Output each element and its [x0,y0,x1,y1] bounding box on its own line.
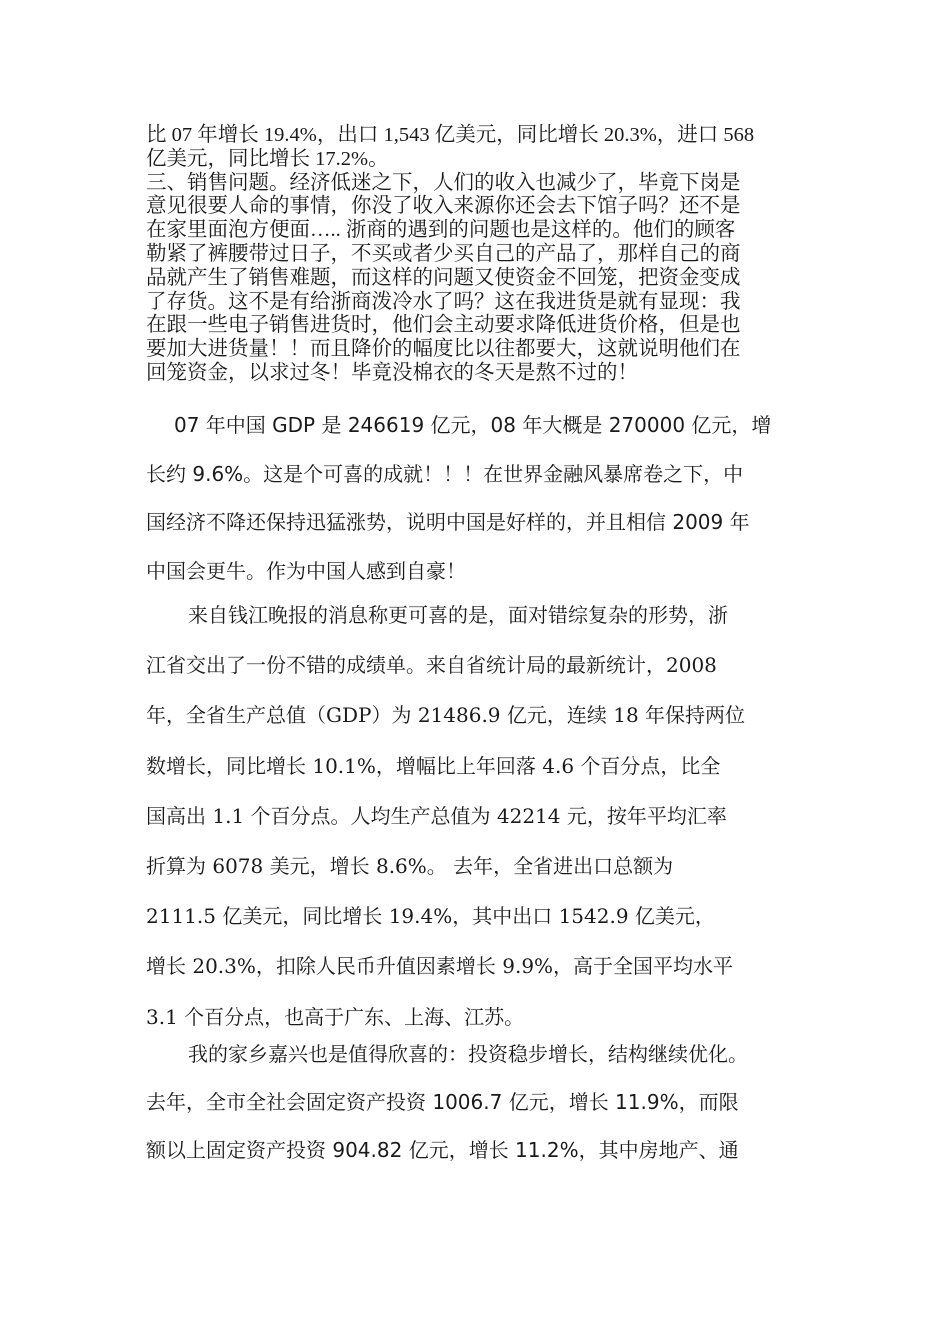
paragraph-sales-problem [146,124,808,386]
text-line: 意见很要人命的事情，你没了收入来源你还会去下馆子吗？还不是 [146,195,741,218]
text-line: 回笼资金，以求过冬！毕竟没棉衣的冬天是熬不过的！ [146,361,638,384]
text-line: 国经济不降还保持迅猛涨势，说明中国是好样的，并且相信 2009 年 [146,510,750,534]
text-line: 增长 20.3%，扣除人民币升值因素增长 9.9%，高于全国平均水平 [146,954,734,979]
paragraph-jiaxing [146,1030,808,1174]
text-line: 年，全省生产总值（GDP）为 21486.9 亿元，连续 18 年保持两位 [146,703,746,728]
text-line: 了存货。这不是有给浙商泼冷水了吗？这在我进货是就有显现：我 [146,290,741,313]
paragraph-zhejiang-stats [146,590,808,1042]
text-line: 中国会更牛。作为中国人感到自豪！ [146,558,466,583]
text-line: 在跟一些电子销售进货时，他们会主动要求降低进货价格，但是也 [146,314,741,337]
text-line: 亿美元，同比增长 17.2%。 [146,147,389,170]
text-line: 三、销售问题。经济低迷之下，人们的收入也减少了，毕竟下岗是 [146,171,741,194]
text-line: 在家里面泡方便面….. 浙商的遇到的问题也是这样的。他们的顾客 [146,219,736,242]
text-line: 2111.5 亿美元，同比增长 19.4%，其中出口 1542.9 亿美元， [146,904,715,929]
text-line: 折算为 6078 美元，增长 8.6%。 去年，全省进出口总额为 [146,854,674,879]
text-line: 品就产生了销售难题，而这样的问题又使资金不回笼，把资金变成 [146,266,741,289]
text-line: 长约 9.6%。这是个可喜的成就！！！在世界金融风暴席卷之下，中 [146,461,744,486]
text-line: 数增长，同比增长 10.1%，增幅比上年回落 4.6 个百分点，比全 [146,753,721,778]
paragraph-china-gdp [146,401,808,595]
text-line: 去年，全市全社会固定资产投资 1006.7 亿元，增长 11.9%，而限 [146,1090,739,1114]
text-line: 要加大进货量！！而且降价的幅度比以往都要大，这就说明他们在 [146,338,741,361]
text-line: 来自钱江晚报的消息称更可喜的是，面对错综复杂的形势，浙 [188,603,728,627]
text-line: 国高出 1.1 个百分点。人均生产总值为 42214 元，按年平均汇率 [146,803,727,828]
document-page [146,0,808,1344]
text-line: 3.1 个百分点，也高于广东、上海、江苏。 [146,1004,525,1029]
text-line: 我的家乡嘉兴也是值得欣喜的：投资稳步增长，结构继续优化。 [188,1042,748,1066]
text-line: 07 年中国 GDP 是 246619 亿元，08 年大概是 270000 亿元，增 [174,413,772,437]
text-line: 勒紧了裤腰带过日子，不买或者少买自己的产品了，那样自己的商 [146,242,741,265]
text-line: 比 07 年增长 19.4%，出口 1,543 亿美元，同比增长 20.3%，进口 568 [146,124,755,146]
text-line: 江省交出了一份不错的成绩单。来自省统计局的最新统计，2008 [146,653,717,678]
text-line: 额以上固定资产投资 904.82 亿元，增长 11.2%，其中房地产、通 [146,1138,739,1162]
